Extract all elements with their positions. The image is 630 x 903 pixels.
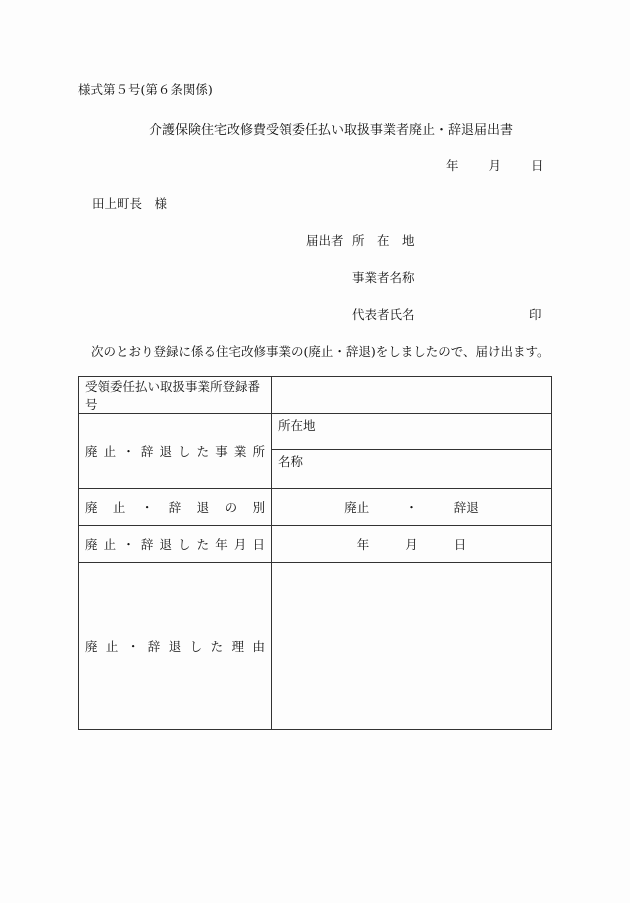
office-address-label: 所在地 (278, 418, 316, 433)
type-label: 廃止・辞退の別 (79, 489, 272, 526)
submitter-address-label: 所 在 地 (352, 233, 415, 248)
date-field[interactable] (272, 526, 552, 563)
table-date-month: 月 (405, 537, 418, 552)
registration-number-field[interactable] (272, 377, 552, 414)
statement-text: 次のとおり登録に係る住宅改修事業の(廃止・辞退)をしましたので、届け出ます。 (91, 344, 550, 359)
office-address-field[interactable] (272, 414, 551, 450)
table-row (79, 489, 552, 526)
type-separator: ・ (405, 500, 418, 515)
registration-number-label: 受領委任払い取扱事業所登録番号 (79, 377, 272, 414)
form-number: 様式第５号(第６条関係) (78, 82, 213, 97)
table-date-year: 年 (356, 537, 370, 552)
date-line (446, 156, 543, 174)
reason-label: 廃止・辞退した理由 (79, 563, 272, 730)
addressee: 田上町長 様 (92, 196, 168, 211)
table-date-day: 日 (453, 537, 467, 552)
office-name-label: 名称 (278, 454, 304, 469)
office-label: 廃止・辞退した事業所 (79, 414, 272, 489)
type-option-withdraw[interactable]: 辞退 (453, 500, 479, 515)
office-name-field[interactable] (272, 450, 551, 488)
table-row (79, 414, 552, 489)
table-row (79, 526, 552, 563)
date-year-label: 年 (446, 158, 459, 173)
notification-table (78, 376, 552, 730)
type-field[interactable] (272, 489, 552, 526)
submitter-label: 届出者 (306, 233, 344, 248)
date-day-label: 日 (530, 158, 544, 173)
table-row (79, 563, 552, 730)
date-month-label: 月 (488, 158, 501, 173)
seal-mark: 印 (529, 307, 542, 322)
reason-field[interactable] (272, 563, 552, 730)
submitter-business-name-label: 事業者名称 (352, 270, 415, 285)
table-row (79, 377, 552, 414)
date-label: 廃止・辞退した年月日 (79, 526, 272, 563)
page-title: 介護保険住宅改修費受領委任払い取扱事業者廃止・辞退届出書 (149, 123, 514, 138)
type-option-abolish[interactable]: 廃止 (344, 500, 370, 515)
office-fields (272, 414, 552, 489)
submitter-representative-label: 代表者氏名 (352, 307, 415, 322)
